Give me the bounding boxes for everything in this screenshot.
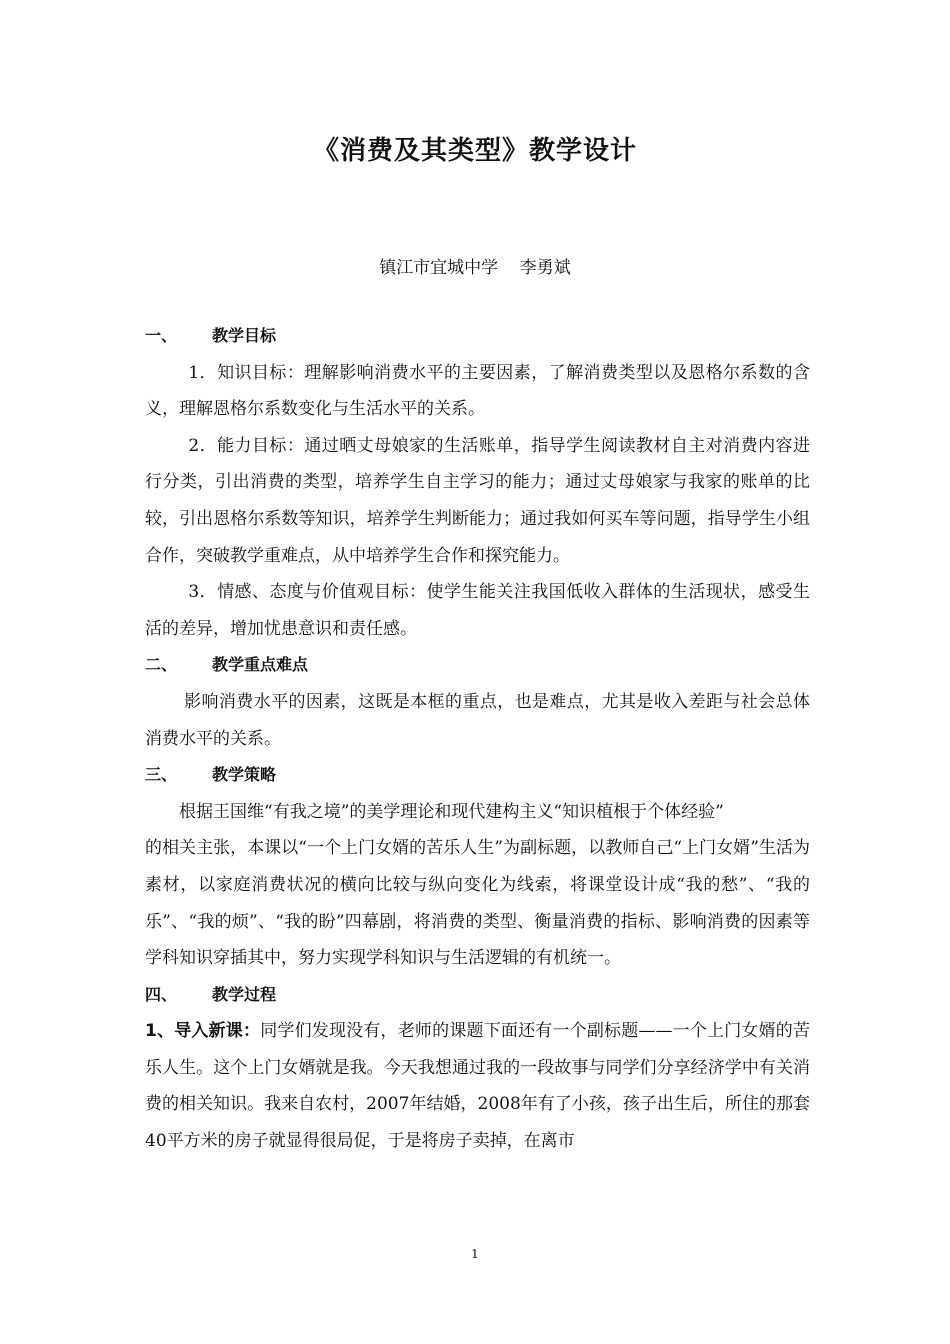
section-title: 教学过程 bbox=[212, 984, 277, 1004]
document-body bbox=[145, 318, 810, 1160]
intro-label: 1、导入新课： bbox=[145, 1021, 261, 1042]
objective-knowledge: 1．知识目标：理解影响消费水平的主要因素，了解消费类型以及恩格尔系数的含义，理解恩格尔系数变化与生活水平的关系。 bbox=[145, 362, 810, 420]
section-heading-strategy bbox=[145, 757, 810, 794]
section-heading-objectives bbox=[145, 318, 810, 355]
section-heading-key-points bbox=[145, 647, 810, 684]
intro-paragraph bbox=[145, 1013, 810, 1159]
section-title: 教学策略 bbox=[212, 765, 277, 785]
strategy-lead: 根据王国维“有我之境”的美学理论和现代建构主义“知识植根于个体经验” bbox=[179, 801, 724, 822]
author-line: 镇江市宜城中学 李勇斌 bbox=[379, 258, 571, 278]
section-number: 二、 bbox=[145, 655, 178, 675]
section-heading-process bbox=[145, 977, 810, 1014]
objective-emotion: 3．情感、态度与价值观目标：使学生能关注我国低收入群体的生活现状，感受生活的差异，增加忧患意识和责任感。 bbox=[145, 582, 810, 639]
section-number: 一、 bbox=[145, 326, 178, 345]
section-number: 四、 bbox=[145, 984, 178, 1004]
page-number: 1 bbox=[471, 1247, 479, 1261]
section-number: 三、 bbox=[145, 765, 178, 785]
document-title: 《消费及其类型》教学设计 bbox=[312, 136, 637, 166]
section-title: 教学目标 bbox=[212, 326, 277, 345]
strategy-paragraph: 的相关主张，本课以“一个上门女婿的苦乐人生”为副标题，以教师自己“上门女婿”生活为素材，以家庭消费状况的横向比较与纵向变化为线索，将课堂设计成“我的愁”、“我的乐”、“我的烦”、“我的盼”四幕剧，将消费的类型、衡量消费的指标、影响消费的因素等学科知识穿插其中，努力实现学科知识与生活逻辑的有机统一。 bbox=[145, 838, 810, 969]
objective-ability: 2．能力目标：通过晒丈母娘家的生活账单，指导学生阅读教材自主对消费内容进行分类，引出消费的类型，培养学生自主学习的能力；通过丈母娘家与我家的账单的比较，引出恩格尔系数等知识，培养学生判断能力；通过我如何买车等问题，指导学生小组合作，突破教学重难点，从中培养学生合作和探究能力。 bbox=[145, 435, 810, 566]
key-points-paragraph: 影响消费水平的因素，这既是本框的重点，也是难点，尤其是收入差距与社会总体消费水平的关系。 bbox=[145, 691, 810, 749]
intro-text: 同学们发现没有，老师的课题下面还有一个副标题——一个上门女婿的苦乐人生。这个上门女婿就是我。今天我想通过我的一段故事与同学们分享经济学中有关消费的相关知识。我来自农村，2007年结婚，2008年有了小孩，孩子出生后，所住的那套40平方米的房子就显得很局促，于是将房子卖掉，在离市 bbox=[145, 1021, 810, 1152]
section-title: 教学重点难点 bbox=[212, 655, 309, 675]
